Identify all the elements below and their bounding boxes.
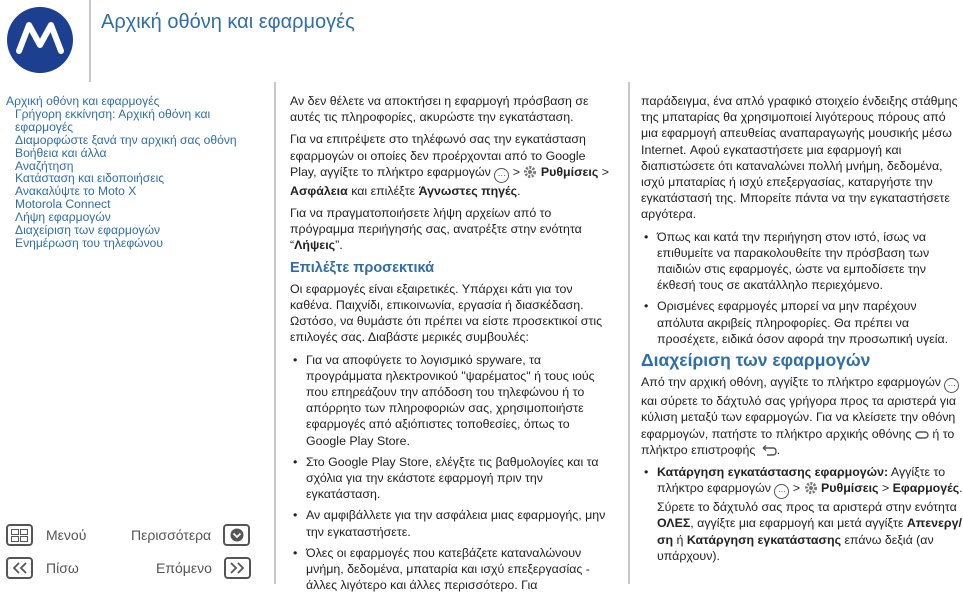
text: ή το πλήκτρο επιστροφής: [641, 426, 955, 457]
home-icon: [915, 429, 929, 441]
text: Λήψεις: [294, 238, 336, 253]
text: Άγνωστες πηγές: [418, 183, 518, 198]
toc-item[interactable]: Βοήθεια και άλλα: [15, 145, 107, 160]
gear-icon: [804, 481, 818, 495]
menu-button[interactable]: [6, 524, 86, 546]
paragraph: παράδειγμα, ένα απλό γραφικό στοιχείο ένδειξης στάθμης της μπαταρίας θα χρησιμοποιεί λιγότερους πόρους από μια εφαρμογή απευθείας αναπαραγωγής μουσικής μέσω Internet. Αφού εγκαταστήσετε μια εφαρμογή και διαπιστώσετε ότι καταναλώνει πολλή μνήμη, δεδομένα, ισχύ μπαταρίας ή ισχύ επεξεργασίας, καταργήστε την εγκατάστασή της. Μπορείτε πάντα να την εγκαταστήσετε αργότερα.: [641, 94, 958, 222]
list-item: • Όπως και κατά την περιήγηση στον ιστό, ίσως να επιθυμείτε να παρακολουθείτε την πρόσβαση των παιδιών στις εφαρμογές, ώστε να εμποδίσετε την έκθεσή τους σε ακατάλληλο περιεχόμενο.: [641, 229, 963, 294]
next-button[interactable]: [156, 557, 251, 579]
apps-icon: ⋯: [494, 168, 509, 183]
text: , αγγίξτε μια εφαρμογή και μετά αγγίξτε: [690, 516, 904, 531]
text: Για να επιτρέψετε στο τηλέφωνό σας την εγκατάσταση εφαρμογών οι οποίες δεν προέρχονται από το Google Play, αγγίξτε το πλήκτρο εφαρμογών: [290, 132, 586, 179]
toc-item[interactable]: Αρχική οθόνη και εφαρμογές: [6, 94, 160, 108]
paragraph: Αν δεν θέλετε να αποκτήσει η εφαρμογή πρόσβαση σε αυτές τις πληροφορίες, ακυρώστε την εγκατάσταση.: [290, 94, 589, 125]
text: >: [512, 164, 520, 179]
motorola-logo: [7, 7, 73, 73]
paragraph: [290, 131, 612, 199]
apps-icon: ⋯: [774, 484, 789, 499]
double-chevron-right-icon: [224, 557, 251, 579]
text: ΟΛΕΣ: [657, 516, 691, 531]
tips-list: [641, 229, 963, 347]
text: και σύρετε το δάχτυλό σας γρήγορα προς τα αριστερά για κύλιση μεταξύ των εφαρμογών. Για να κλείσετε την οθόνη εφαρμογών, πατήστε το πλήκτρο αρχικής οθόνης: [641, 394, 957, 441]
chevron-down-icon: [223, 524, 250, 546]
text: .: [776, 442, 781, 457]
divider: [274, 82, 276, 584]
list-item: • Αν αμφιβάλλετε για την ασφάλεια μιας εφαρμογής, μην την εγκαταστήσετε.: [290, 507, 612, 539]
more-button[interactable]: [131, 524, 250, 546]
text: Ρυθμίσεις: [540, 164, 599, 179]
text: >: [601, 164, 610, 179]
menu-label: Μενού: [46, 527, 87, 543]
text: Κατάργηση εγκατάστασης: [686, 532, 842, 547]
table-of-contents: [6, 95, 268, 250]
list-item: [641, 464, 963, 564]
more-label: Περισσότερα: [131, 527, 212, 543]
text: . Σύρετε το δάχτυλό σας προς τα αριστερά στην ενότητα: [657, 481, 963, 515]
content-column-right: [641, 93, 963, 569]
back-label: Πίσω: [46, 560, 79, 576]
apps-icon: ⋯: [944, 378, 959, 393]
text: >: [792, 481, 801, 496]
text: Εφαρμογές: [892, 481, 960, 496]
toc-item[interactable]: Κατάσταση και ειδοποιήσεις: [15, 171, 165, 186]
list-item: • Για να αποφύγετε το λογισμικό spyware, τα προγράμματα ηλεκτρονικού "ψαρέματος" ή τους ιούς που επηρεάζουν την απόδοση του τηλεφώνου ή το απόρρητο των πληροφοριών σας, χρησιμοποιήστε εφαρμογές από αξιόπιστες τοποθεσίες, όπως το Google Play Store.: [290, 352, 612, 449]
text: ή: [676, 532, 684, 547]
text: Αγγίξτε το πλήκτρο εφαρμογών: [657, 465, 946, 496]
text: ”.: [335, 238, 343, 253]
back-arrow-icon: [759, 445, 777, 457]
back-button[interactable]: [6, 557, 79, 579]
toc-item[interactable]: Ανακαλύψτε το Moto X: [15, 184, 137, 199]
text: Από την αρχική οθόνη, αγγίξτε το πλήκτρο εφαρμογών: [641, 375, 941, 390]
toc-item[interactable]: Λήψη εφαρμογών: [15, 210, 111, 225]
list-item: • Ορισμένες εφαρμογές μπορεί να μην παρέχουν απόλυτα ακριβείς πληροφορίες. Θα πρέπει να προσέχετε, ειδικά όσον αφορά την προσωπική υγεία.: [641, 298, 963, 347]
toc-item[interactable]: Ενημέρωση του τηλεφώνου: [15, 235, 163, 250]
header: [0, 0, 960, 82]
page-title: Αρχική οθόνη και εφαρμογές: [101, 11, 355, 33]
text: Απενεργ/ση: [657, 516, 962, 547]
text: Για να πραγματοποιήσετε λήψη αρχείων από το πρόγραμμα περιήγησής σας, ανατρέξτε στην ενότητα “: [290, 206, 582, 253]
content-column-middle: [290, 93, 612, 598]
tips-list: [290, 352, 612, 594]
text: >: [881, 481, 890, 496]
divider: [628, 82, 630, 584]
toc-item[interactable]: Γρήγορη εκκίνηση: Αρχική οθόνη και εφαρμογές: [15, 106, 211, 134]
grid-icon: [6, 524, 33, 546]
next-label: Επόμενο: [156, 560, 212, 576]
text: Ασφάλεια: [290, 183, 348, 198]
paragraph: [290, 205, 612, 254]
text: Ρυθμίσεις: [821, 481, 879, 496]
list-item: • Στο Google Play Store, ελέγξτε τις βαθμολογίες και τα σχόλια για την εκάστοτε εφαρμογή πριν την εγκατάσταση.: [290, 454, 612, 503]
divider: [89, 0, 91, 82]
toc-item[interactable]: Διαχείριση των εφαρμογών: [15, 223, 161, 238]
toc-item[interactable]: Αναζήτηση: [15, 158, 74, 173]
text: Κατάργηση εγκατάστασης εφαρμογών:: [657, 465, 889, 480]
section-heading: Επιλέξτε προσεκτικά: [290, 259, 435, 276]
toc-item[interactable]: Διαμορφώστε ξανά την αρχική σας οθόνη: [15, 132, 237, 147]
double-chevron-left-icon: [6, 557, 33, 579]
paragraph: Οι εφαρμογές είναι εξαιρετικές. Υπάρχει κάτι για τον καθένα. Παιχνίδι, επικοινωνία, εργασία ή διασκέδαση. Ωστόσο, να θυμάστε ότι πρέπει να είστε προσεκτικοί στις επιλογές σας. Διαβάστε μερικές συμβουλές:: [290, 281, 603, 345]
list-item: • Όλες οι εφαρμογές που κατεβάζετε καταναλώνουν μνήμη, δεδομένα, μπαταρία και ισχύ επεξεργασίας - άλλες λιγότερο και άλλες περισσότερο. Για: [290, 545, 612, 594]
text: .: [517, 183, 521, 198]
gear-icon: [523, 165, 537, 179]
section-heading: Διαχείριση των εφαρμογών: [641, 350, 871, 371]
tips-list: [641, 464, 963, 564]
text: και επιλέξτε: [351, 183, 416, 198]
toc-item[interactable]: Motorola Connect: [15, 197, 111, 212]
paragraph: [641, 374, 963, 458]
text: επάνω δεξιά (αν υπάρχουν).: [657, 532, 934, 563]
